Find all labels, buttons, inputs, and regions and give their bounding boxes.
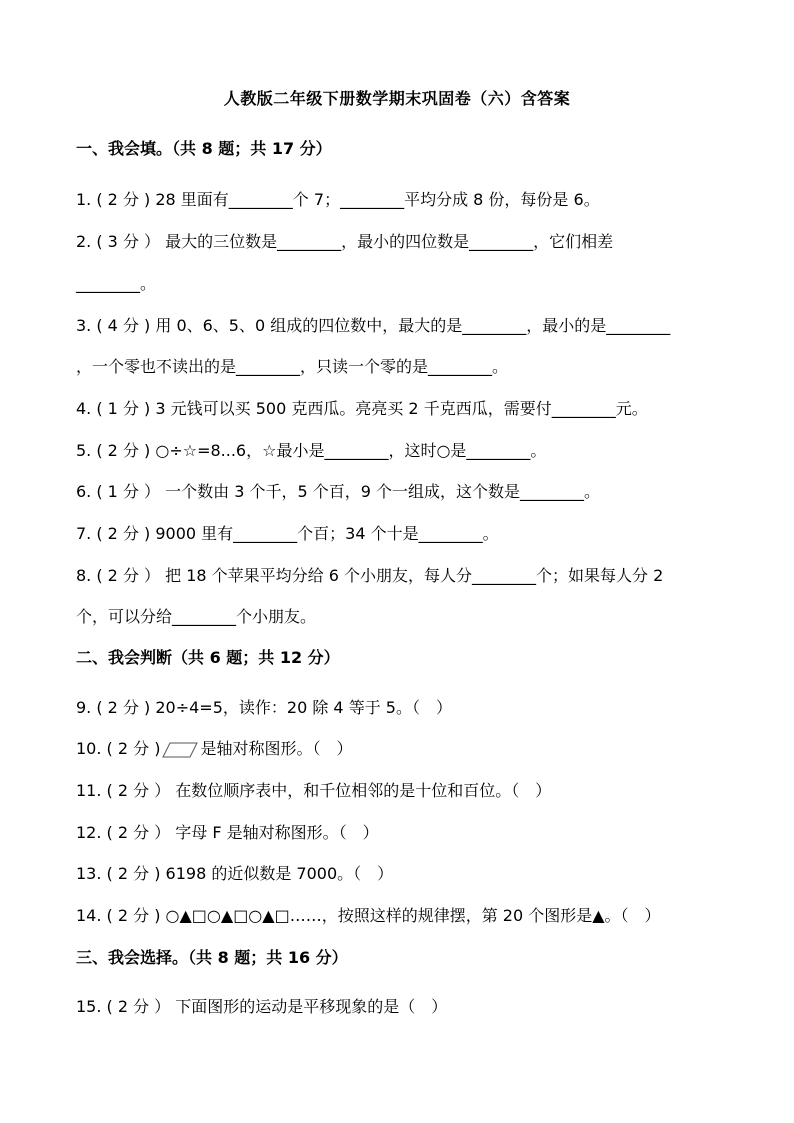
parallelogram-icon (162, 742, 198, 758)
section-heading-choice: 三、我会选择。（共 8 题；共 16 分） (76, 948, 348, 967)
question-3: 3. ( 4 分 ) 用 0、6、5、0 组成的四位数中，最大的是________，最小的是________ (76, 316, 671, 335)
question-12: 12. ( 2 分 ） 字母 F 是轴对称图形。（ ） (76, 823, 379, 842)
question-10-text: 是轴对称图形。（ ） (200, 739, 353, 758)
question-13: 13. ( 2 分 ) 6198 的近似数是 7000。（ ） (76, 864, 394, 883)
question-3-continued: ，一个零也不读出的是________，只读一个零的是________。 (76, 357, 509, 376)
question-10-prefix: 10. ( 2 分 ) (76, 739, 161, 758)
question-7: 7. ( 2 分 ) 9000 里有________个百；34 个十是________。 (76, 524, 499, 543)
question-11: 11. ( 2 分 ） 在数位顺序表中，和千位相邻的是十位和百位。（ ） (76, 781, 552, 800)
question-15: 15. ( 2 分 ） 下面图形的运动是平移现象的是（ ） (76, 997, 448, 1016)
question-8-continued: 个，可以分给________个小朋友。 (76, 607, 317, 626)
section-heading-fill: 一、我会填。（共 8 题；共 17 分） (76, 139, 332, 158)
question-10 (76, 736, 352, 759)
section-heading-judge: 二、我会判断（共 6 题；共 12 分） (76, 648, 340, 667)
page-title: 人教版二年级下册数学期末巩固卷（六）含答案 (223, 89, 571, 108)
question-5: 5. ( 2 分 ) ○÷☆=8...6，☆最小是________，这时○是________。 (76, 441, 547, 460)
question-14: 14. ( 2 分 ) ○▲□○▲□○▲□……，按照这样的规律摆，第 20 个图形是▲。（ ） (76, 906, 661, 925)
question-2-continued: ________。 (76, 274, 157, 293)
question-1: 1. ( 2 分 ) 28 里面有________个 7；________平均分成 8 份，每份是 6。 (76, 190, 600, 209)
question-6: 6. ( 1 分 ） 一个数由 3 个千，5 个百，9 个一组成，这个数是________。 (76, 482, 601, 501)
question-4: 4. ( 1 分 ) 3 元钱可以买 500 克西瓜。亮亮买 2 千克西瓜，需要付________元。 (76, 399, 648, 418)
question-2: 2. ( 3 分 ） 最大的三位数是________，最小的四位数是________，它们相差 (76, 232, 614, 251)
question-8: 8. ( 2 分 ） 把 18 个苹果平均分给 6 个小朋友，每人分________个；如果每人分 2 (76, 566, 664, 585)
question-9: 9. ( 2 分 ) 20÷4=5，读作：20 除 4 等于 5。（ ） (76, 698, 452, 717)
